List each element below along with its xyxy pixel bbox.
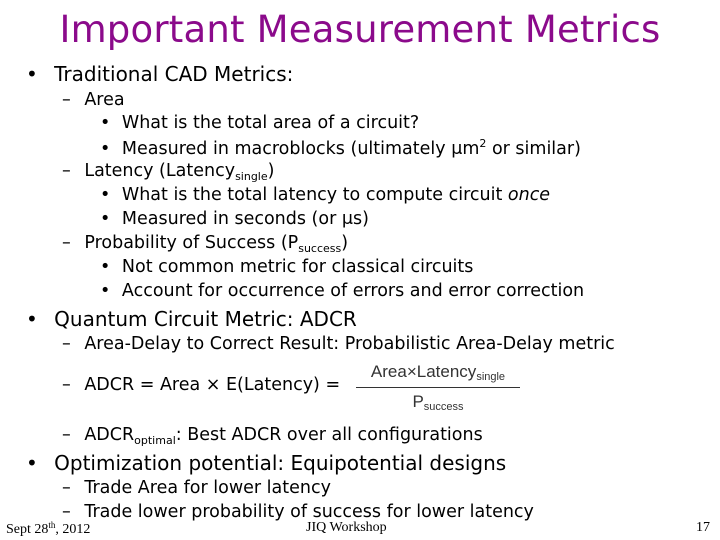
sub-bullet-adcr-definition: [62, 334, 615, 354]
bullet-dot: •: [26, 62, 38, 86]
dash: –: [62, 425, 71, 445]
bullet-dot: •: [100, 281, 111, 301]
text-part: s): [353, 209, 369, 229]
subsub-bullet-text: Not common metric for classical circuits: [121, 257, 474, 277]
subsub-bullet-prob-1: [100, 257, 473, 277]
adcr-fraction: [356, 362, 520, 418]
sub-bullet-latency: [62, 161, 274, 183]
superscript: 2: [479, 137, 487, 150]
text-part: : Best ADCR over all configurations: [175, 425, 483, 445]
sub-bullet-trade-area: [62, 478, 331, 498]
text-part: Area×Latency: [370, 362, 477, 381]
subscript: single: [476, 371, 506, 383]
sub-bullet-text: Trade lower probability of success for lower latency: [84, 502, 534, 522]
subsub-bullet-text: [122, 185, 550, 205]
dash: –: [62, 334, 71, 354]
sub-bullet-text: Area: [84, 90, 125, 110]
sub-bullet-text: ADCR = Area × E(Latency) =: [84, 375, 341, 395]
page-number: 17: [696, 520, 710, 535]
bullet-dot: •: [100, 209, 111, 229]
dash: –: [62, 502, 71, 522]
subsub-bullet-latency-unit: [100, 209, 369, 229]
text-part: Probability of Success (P: [84, 233, 299, 253]
fraction-bar: [356, 387, 520, 388]
subsub-bullet-area-question: [100, 113, 419, 133]
bullet-traditional-cad: [26, 62, 293, 86]
subscript: success: [423, 401, 464, 413]
text-part: P: [412, 392, 424, 411]
sub-bullet-text: Area-Delay to Correct Result: Probabilistic Area-Delay metric: [84, 334, 615, 354]
subsub-bullet-text: [122, 209, 369, 229]
text-part: Measured in macroblocks (ultimately: [121, 139, 452, 159]
subsub-bullet-text: [122, 139, 581, 159]
subsub-bullet-text: What is the total area of a circuit?: [121, 113, 420, 133]
subscript: single: [235, 170, 268, 183]
text-part: ): [341, 233, 349, 253]
subsub-bullet-latency-question: [100, 185, 550, 205]
emphasis: once: [507, 185, 551, 205]
sub-bullet-adcr-optimal: [62, 425, 483, 447]
fraction-denominator: [356, 392, 520, 413]
slide-title: Important Measurement Metrics: [59, 8, 661, 51]
subsub-bullet-prob-2: [100, 281, 584, 301]
subsub-bullet-text: Account for occurrence of errors and error correction: [121, 281, 585, 301]
bullet-text: Quantum Circuit Metric: ADCR: [54, 307, 357, 331]
text-part: Latency (Latency: [84, 161, 236, 181]
text-part: , 2012: [55, 522, 91, 537]
bullet-dot: •: [100, 139, 111, 159]
dash: –: [62, 233, 71, 253]
dash: –: [62, 478, 71, 498]
bullet-dot: •: [100, 113, 111, 133]
sub-bullet-text: [84, 233, 348, 253]
dash: –: [62, 90, 71, 110]
fraction-numerator: [356, 362, 520, 383]
bullet-dot: •: [26, 451, 38, 475]
bullet-optimization: [26, 451, 506, 475]
subscript: success: [298, 242, 342, 255]
dash: –: [62, 375, 71, 395]
text-part: What is the total latency to compute circuit: [121, 185, 508, 205]
footer-center-text: JIQ Workshop: [306, 520, 387, 535]
bullet-dot: •: [100, 257, 111, 277]
sub-bullet-adcr-equation: [62, 375, 340, 395]
mu-symbol: μ: [451, 139, 463, 159]
text-part: m: [462, 139, 480, 159]
bullet-text: Traditional CAD Metrics:: [54, 62, 294, 86]
subscript: optimal: [134, 434, 176, 447]
mu-symbol: μ: [341, 209, 353, 229]
text-part: ADCR: [84, 425, 135, 445]
text-part: Measured in seconds (or: [121, 209, 342, 229]
superscript: th: [48, 520, 56, 530]
text-part: Sept 28: [6, 522, 49, 537]
sub-bullet-area: [62, 90, 125, 110]
text-part: or similar): [486, 139, 581, 159]
sub-bullet-text: Trade Area for lower latency: [84, 478, 331, 498]
sub-bullet-text: [84, 161, 274, 181]
bullet-text: Optimization potential: Equipotential designs: [54, 451, 507, 475]
footer-date: [6, 520, 90, 538]
sub-bullet-trade-probability: [62, 502, 534, 522]
sub-bullet-probability: [62, 233, 348, 255]
text-part: ): [267, 161, 275, 181]
bullet-dot: •: [100, 185, 111, 205]
bullet-quantum: [26, 307, 357, 331]
sub-bullet-text: [84, 425, 482, 445]
subsub-bullet-area-unit: [100, 137, 581, 159]
bullet-dot: •: [26, 307, 38, 331]
dash: –: [62, 161, 71, 181]
